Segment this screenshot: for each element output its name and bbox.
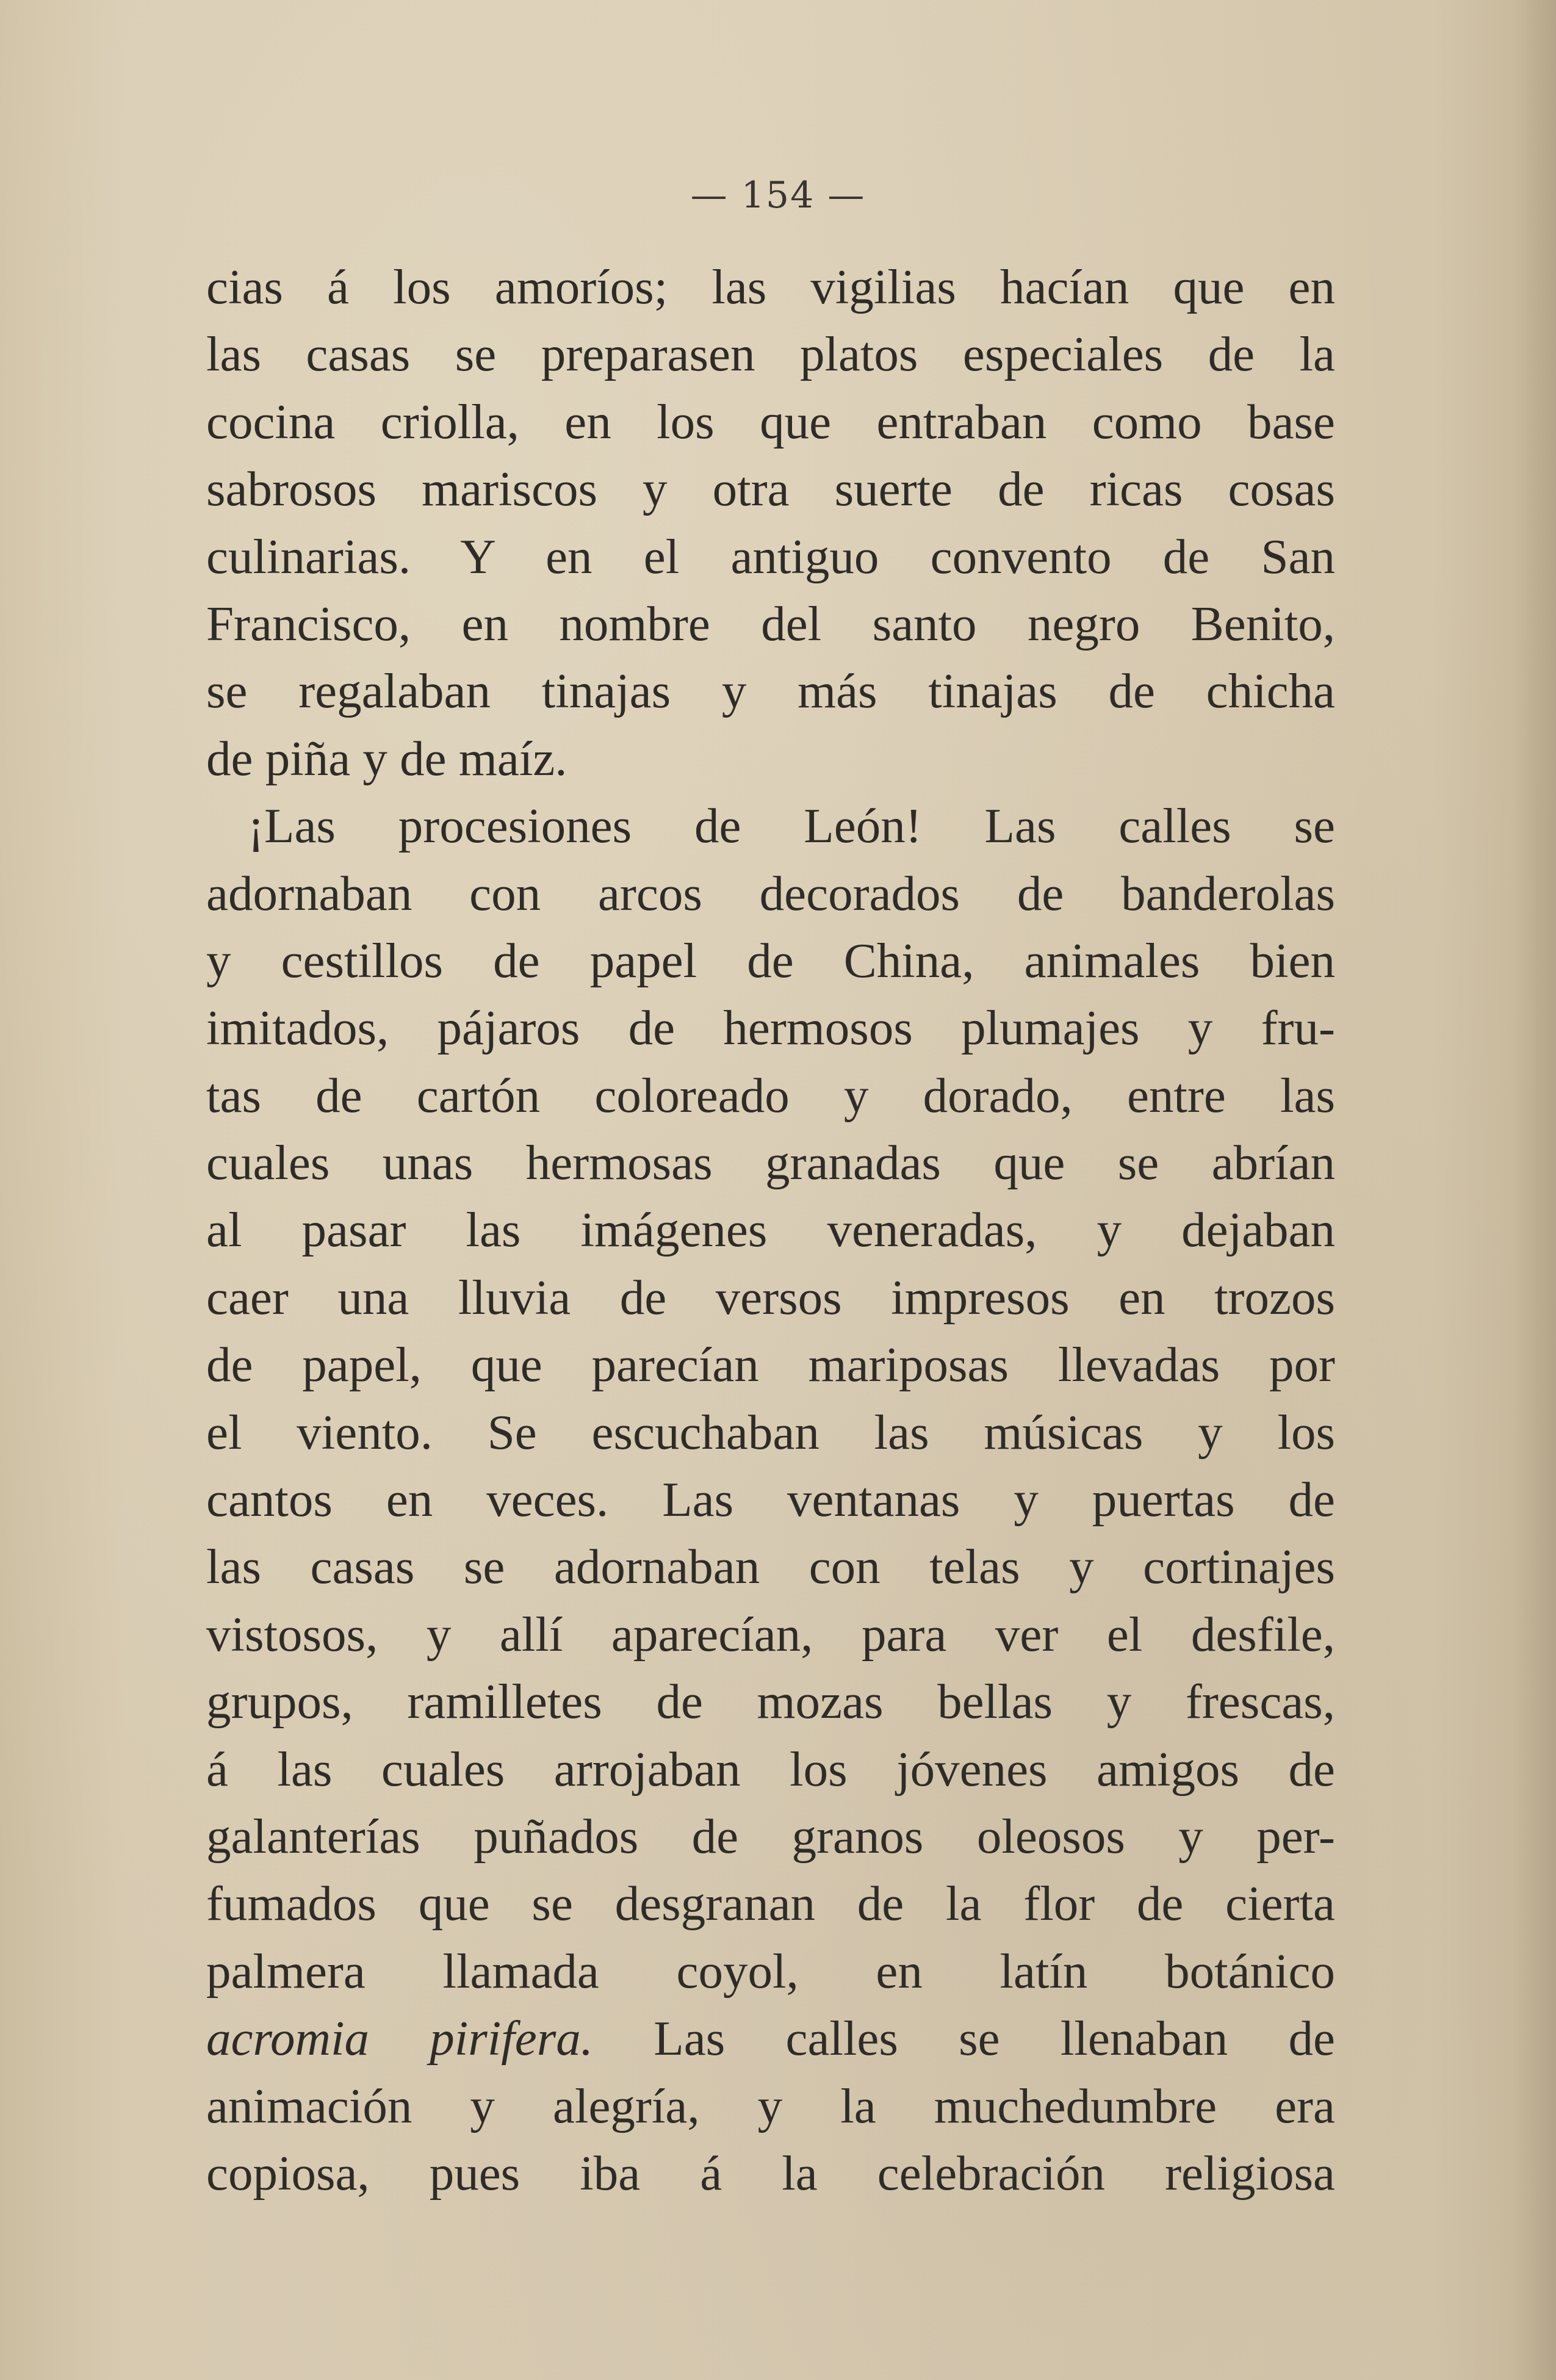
- text-line: fumados que se desgranan de la flor de cierta: [206, 1876, 1335, 1931]
- text-line: vistosos, y allí aparecían, para ver el desfile,: [206, 1606, 1335, 1662]
- text-line: sabrosos mariscos y otra suerte de ricas cosas: [206, 461, 1335, 517]
- text-line: adornaban con arcos decorados de banderolas: [206, 865, 1335, 921]
- text-line: animación y alegría, y la muchedumbre era: [206, 2078, 1335, 2133]
- text-line: cias á los amoríos; las vigilias hacían que en: [206, 259, 1335, 314]
- text-line: imitados, pájaros de hermosos plumajes y fru-: [206, 1000, 1335, 1056]
- text-line: se regalaban tinajas y más tinajas de chicha: [206, 663, 1335, 719]
- text-line: cocina criolla, en los que entraban como base: [206, 394, 1335, 449]
- page-edge-shadow: [1513, 0, 1556, 2380]
- body-text: [206, 253, 1335, 2207]
- text-line: las casas se adornaban con telas y cortinajes: [206, 1539, 1335, 1595]
- text-line: palmera llamada coyol, en latín botánico: [206, 1943, 1335, 1999]
- text-line: galanterías puñados de granos oleosos y per-: [206, 1808, 1335, 1864]
- text-line-with-italic: [206, 2005, 1335, 2072]
- text-line: cantos en veces. Las ventanas y puertas de: [206, 1472, 1335, 1527]
- text-line: Francisco, en nombre del santo negro Benito,: [206, 596, 1335, 651]
- paragraph-start-line: ¡Las procesiones de León! Las calles se: [248, 798, 1335, 854]
- text-line: y cestillos de papel de China, animales bien: [206, 932, 1335, 988]
- text-line: cuales unas hermosas granadas que se abrían: [206, 1135, 1335, 1191]
- text-line: el viento. Se escuchaban las músicas y los: [206, 1404, 1335, 1460]
- text-line: caer una lluvia de versos impresos en trozos: [206, 1269, 1335, 1325]
- page-number: — 154 —: [690, 174, 866, 217]
- text-line: copiosa, pues iba á la celebración religiosa: [206, 2145, 1335, 2201]
- text-line: á las cuales arrojaban los jóvenes amigos de: [206, 1741, 1335, 1797]
- text-line: tas de cartón coloreado y dorado, entre las: [206, 1067, 1335, 1123]
- text-line: las casas se preparasen platos especiales de la: [206, 326, 1335, 382]
- text-line: de piña y de maíz.: [206, 730, 567, 786]
- text-line: de papel, que parecían mariposas llevadas por: [206, 1337, 1335, 1393]
- text-line: grupos, ramilletes de mozas bellas y frescas,: [206, 1674, 1335, 1729]
- italic-botanical-term: acromia pirifera.: [206, 2011, 593, 2066]
- text-line-remainder: Las calles se llenaban de: [654, 2011, 1335, 2066]
- text-line: culinarias. Y en el antiguo convento de San: [206, 528, 1335, 584]
- text-line: al pasar las imágenes veneradas, y dejaban: [206, 1202, 1335, 1258]
